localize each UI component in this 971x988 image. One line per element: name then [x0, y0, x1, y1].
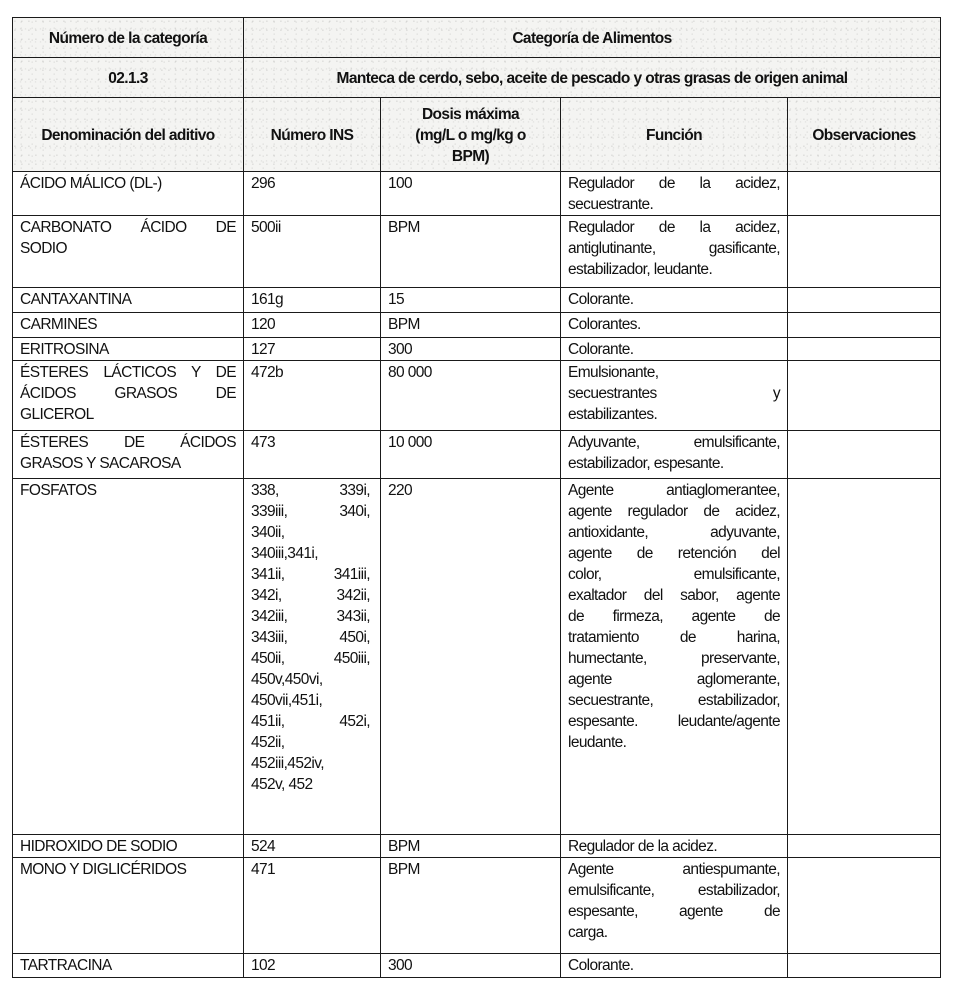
max-dose-cell: 80 000 — [381, 361, 561, 431]
cell-text-line: 120 — [251, 316, 276, 333]
max-dose-cell: 300 — [381, 954, 561, 978]
category-number-label: Número de la categoría — [13, 18, 244, 58]
observations-cell — [788, 216, 941, 288]
table-row — [13, 288, 941, 313]
cell-text-line: Colorante. — [568, 341, 634, 358]
cell-text-line: MONO Y DIGLICÉRIDOS — [20, 861, 187, 878]
max-dose-header-line: Dosis máxima — [421, 105, 520, 123]
observations-cell — [788, 338, 941, 361]
cell-text-line: 452v, 452 — [251, 776, 313, 793]
max-dose-cell: 15 — [381, 288, 561, 313]
max-dose-cell: BPM — [381, 858, 561, 954]
table-row — [13, 313, 941, 338]
cell-text-line: espesante, agente de — [568, 903, 780, 920]
ins-number-cell — [244, 858, 381, 954]
cell-text-line: exaltador del sabor, agente — [568, 587, 780, 604]
cell-text-line: tratamiento de harina, — [568, 629, 780, 646]
table-row — [13, 835, 941, 858]
column-header-ins-number: Número INS — [244, 98, 381, 172]
category-name: Manteca de cerdo, sebo, aceite de pescado y otras grasas de origen animal — [244, 58, 941, 98]
ins-number-cell — [244, 479, 381, 835]
observations-cell — [788, 313, 941, 338]
max-dose-cell: 100 — [381, 172, 561, 216]
observations-cell — [788, 835, 941, 858]
cell-text-line: TARTRACINA — [20, 957, 112, 974]
cell-text-line: Colorantes. — [568, 316, 641, 333]
cell-text-line: 471 — [251, 861, 276, 878]
function-cell — [561, 479, 788, 835]
ins-number-cell — [244, 313, 381, 338]
cell-text-line: Colorante. — [568, 291, 634, 308]
ins-number-cell — [244, 361, 381, 431]
cell-text-line: agente aglomerante, — [568, 671, 780, 688]
function-cell — [561, 835, 788, 858]
cell-text-line: 341ii, 341iii, — [251, 566, 370, 583]
cell-text-line: HIDROXIDO DE SODIO — [20, 838, 178, 855]
cell-text-line: antioxidante, adyuvante, — [568, 524, 780, 541]
observations-cell — [788, 954, 941, 978]
additive-name-cell — [13, 216, 244, 288]
observations-cell — [788, 431, 941, 479]
function-cell — [561, 216, 788, 288]
cell-text-line: Regulador de la acidez, — [568, 175, 780, 192]
cell-text-line: emulsificante, estabilizador, — [568, 882, 780, 899]
cell-text-line: agente regulador de acidez, — [568, 503, 780, 520]
observations-cell — [788, 479, 941, 835]
cell-text-line: 343iii, 450i, — [251, 629, 370, 646]
cell-text-line: agente de retención del — [568, 545, 780, 562]
cell-text-line: estabilizador, espesante. — [568, 455, 724, 472]
cell-text-line: FOSFATOS — [20, 482, 97, 499]
observations-cell — [788, 172, 941, 216]
cell-text-line: estabilizador, leudante. — [568, 261, 713, 278]
cell-text-line: leudante. — [568, 734, 627, 751]
cell-text-line: ÁCIDO MÁLICO (DL-) — [20, 175, 162, 192]
max-dose-cell: BPM — [381, 216, 561, 288]
food-category-label: Categoría de Alimentos — [244, 18, 941, 58]
cell-text-line: Emulsionante, — [568, 364, 659, 381]
cell-text-line: 127 — [251, 341, 276, 358]
observations-cell — [788, 288, 941, 313]
cell-text-line: Agente antiespumante, — [568, 861, 780, 878]
cell-text-line: 500ii — [251, 219, 281, 236]
ins-number-cell — [244, 216, 381, 288]
cell-text-line: SODIO — [20, 240, 67, 257]
table-row — [13, 216, 941, 288]
max-dose-cell: BPM — [381, 835, 561, 858]
cell-text-line: CANTAXANTINA — [20, 291, 132, 308]
cell-text-line: CARBONATO ÁCIDO DE — [20, 219, 236, 236]
column-header-observations: Observaciones — [788, 98, 941, 172]
function-cell — [561, 858, 788, 954]
cell-text-line: 102 — [251, 957, 276, 974]
observations-cell — [788, 361, 941, 431]
ins-number-cell — [244, 954, 381, 978]
max-dose-header-line: BPM) — [451, 147, 490, 165]
ins-number-cell — [244, 431, 381, 479]
header-row-category-labels — [13, 18, 941, 58]
cell-text-line: 338, 339i, — [251, 482, 370, 499]
table-row — [13, 172, 941, 216]
ins-number-cell — [244, 835, 381, 858]
cell-text-line: ERITROSINA — [20, 341, 109, 358]
cell-text-line: 473 — [251, 434, 276, 451]
cell-text-line: 340ii, — [251, 524, 285, 541]
function-cell — [561, 288, 788, 313]
additive-name-cell — [13, 361, 244, 431]
table-row — [13, 431, 941, 479]
function-cell — [561, 338, 788, 361]
table-row — [13, 858, 941, 954]
max-dose-cell: 10 000 — [381, 431, 561, 479]
additive-name-cell — [13, 288, 244, 313]
observations-cell — [788, 858, 941, 954]
function-cell — [561, 361, 788, 431]
additive-name-cell — [13, 338, 244, 361]
cell-text-line: carga. — [568, 924, 608, 941]
cell-text-line: Agente antiaglomerantee, — [568, 482, 780, 499]
function-cell — [561, 954, 788, 978]
cell-text-line: CARMINES — [20, 316, 98, 333]
column-header-row — [13, 98, 941, 172]
cell-text-line: 451ii, 452i, — [251, 713, 370, 730]
cell-text-line: 524 — [251, 838, 276, 855]
table-row — [13, 361, 941, 431]
cell-text-line: GLICEROL — [20, 406, 94, 423]
cell-text-line: GRASOS Y SACAROSA — [20, 455, 181, 472]
cell-text-line: de firmeza, agente de — [568, 608, 780, 625]
cell-text-line: secuestrantes y — [568, 385, 780, 402]
cell-text-line: 340iii,341i, — [251, 545, 318, 562]
column-header-max-dose — [381, 98, 561, 172]
additive-name-cell — [13, 835, 244, 858]
cell-text-line: 452iii,452iv, — [251, 755, 324, 772]
cell-text-line: ÁCIDOS GRASOS DE — [20, 385, 236, 402]
max-dose-cell: BPM — [381, 313, 561, 338]
cell-text-line: 296 — [251, 175, 276, 192]
max-dose-cell: 220 — [381, 479, 561, 835]
cell-text-line: Regulador de la acidez, — [568, 219, 780, 236]
additive-name-cell — [13, 479, 244, 835]
cell-text-line: 472b — [251, 364, 284, 381]
table-row — [13, 479, 941, 835]
cell-text-line: Adyuvante, emulsificante, — [568, 434, 780, 451]
max-dose-header-line: (mg/L o mg/kg o — [415, 126, 526, 144]
cell-text-line: 450ii, 450iii, — [251, 650, 370, 667]
function-cell — [561, 313, 788, 338]
ins-number-cell — [244, 288, 381, 313]
function-cell — [561, 172, 788, 216]
table-row — [13, 338, 941, 361]
header-row-category-values — [13, 58, 941, 98]
cell-text-line: Colorante. — [568, 957, 634, 974]
additive-name-cell — [13, 858, 244, 954]
column-header-additive-name: Denominación del aditivo — [13, 98, 244, 172]
cell-text-line: humectante, preservante, — [568, 650, 780, 667]
cell-text-line: antiglutinante, gasificante, — [568, 240, 780, 257]
additive-name-cell — [13, 954, 244, 978]
category-number: 02.1.3 — [13, 58, 244, 98]
cell-text-line: espesante. leudante/agente — [568, 713, 780, 730]
table-row — [13, 954, 941, 978]
cell-text-line: secuestrante, estabilizador, — [568, 692, 780, 709]
cell-text-line: ÉSTERES LÁCTICOS Y DE — [20, 364, 236, 381]
cell-text-line: color, emulsificante, — [568, 566, 780, 583]
cell-text-line: 339iii, 340i, — [251, 503, 370, 520]
cell-text-line: 450vii,451i, — [251, 692, 323, 709]
max-dose-cell: 300 — [381, 338, 561, 361]
cell-text-line: 342i, 342ii, — [251, 587, 370, 604]
cell-text-line: Regulador de la acidez. — [568, 838, 718, 855]
ins-number-cell — [244, 338, 381, 361]
food-additives-table — [12, 17, 941, 978]
function-cell — [561, 431, 788, 479]
cell-text-line: 452ii, — [251, 734, 285, 751]
column-header-function: Función — [561, 98, 788, 172]
cell-text-line: estabilizantes. — [568, 406, 658, 423]
cell-text-line: 161g — [251, 291, 284, 308]
additive-name-cell — [13, 172, 244, 216]
ins-number-cell — [244, 172, 381, 216]
cell-text-line: 342iii, 343ii, — [251, 608, 370, 625]
cell-text-line: 450v,450vi, — [251, 671, 323, 688]
cell-text-line: ÉSTERES DE ÁCIDOS — [20, 434, 236, 451]
additive-name-cell — [13, 313, 244, 338]
cell-text-line: secuestrante. — [568, 196, 654, 213]
additive-name-cell — [13, 431, 244, 479]
